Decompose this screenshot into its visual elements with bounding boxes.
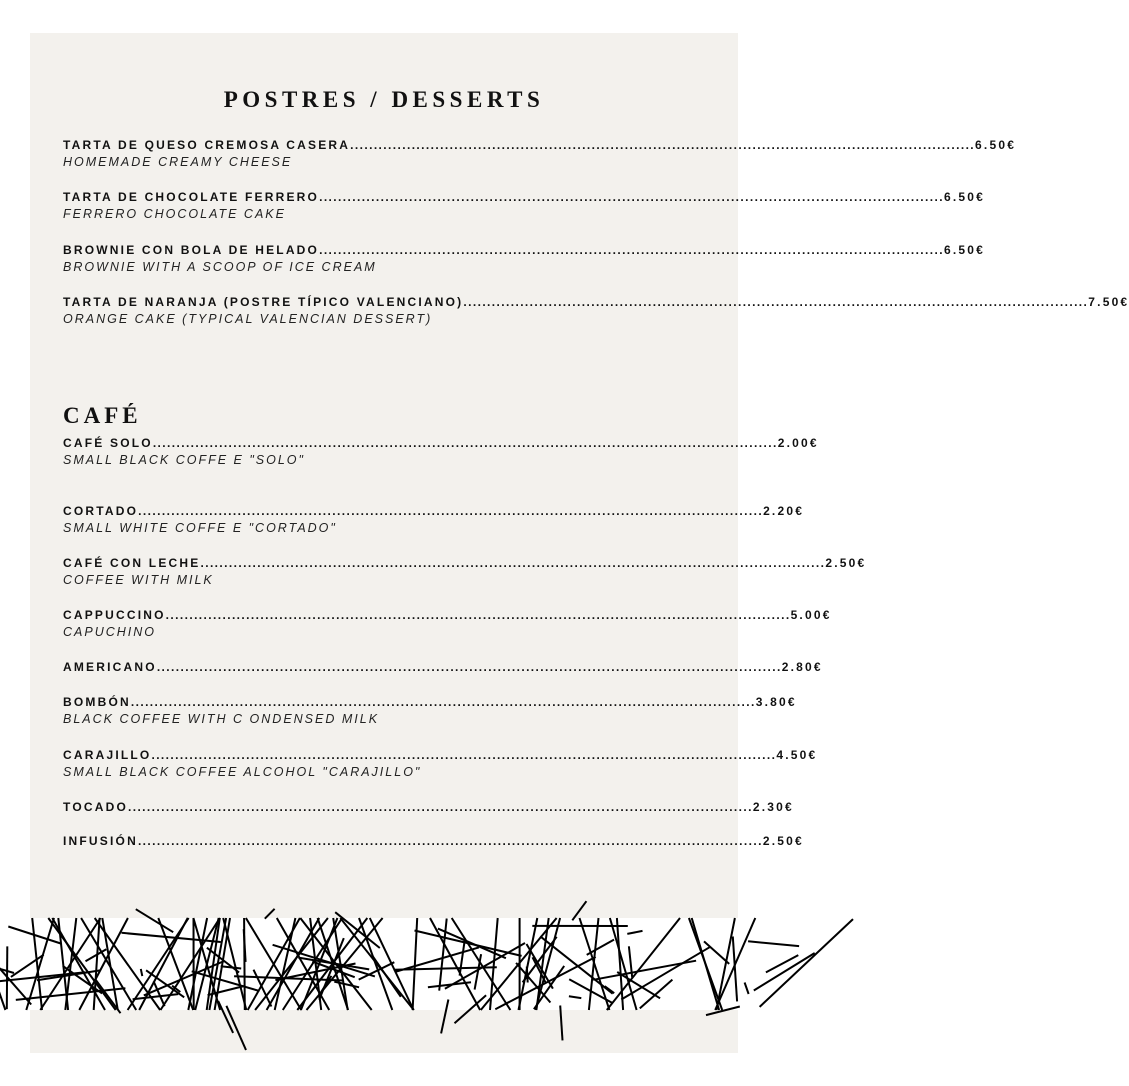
menu-item-tarta-queso [63, 137, 1017, 170]
item-name: BROWNIE CON BOLA DE HELADO [63, 243, 320, 257]
dot-leader: .................................................................................................................................... [319, 190, 944, 204]
item-subtitle: BROWNIE WITH A SCOOP OF ICE CREAM [63, 260, 377, 274]
item-name: INFUSIÓN [63, 834, 138, 848]
menu-item-brownie [63, 242, 986, 275]
menu-item-americano [63, 659, 823, 675]
item-subtitle: SMALL BLACK COFFEE ALCOHOL "CARAJILLO" [63, 765, 422, 779]
item-price: 2.50€ [762, 834, 804, 848]
item-name: TARTA DE QUESO CREMOSA CASERA [63, 138, 351, 152]
menu-item-tocado [63, 799, 794, 815]
item-price: 2.50€ [825, 556, 867, 570]
menu-item-tarta-naranja [63, 294, 1129, 327]
item-name: AMERICANO [63, 660, 157, 674]
item-subtitle: BLACK COFFEE WITH C ONDENSED MILK [63, 712, 380, 726]
item-price: 7.50€ [1088, 295, 1129, 309]
pattern-line [760, 919, 853, 1007]
item-name: CAPPUCCINO [63, 608, 166, 622]
item-subtitle: SMALL WHITE COFFE E "CORTADO" [63, 521, 337, 535]
dot-leader: .................................................................................................................................... [138, 504, 764, 518]
item-price: 6.50€ [975, 138, 1017, 152]
item-price: 6.50€ [943, 243, 986, 257]
item-subtitle: FERRERO CHOCOLATE CAKE [63, 207, 286, 221]
menu-item-carajillo [63, 747, 818, 780]
item-subtitle: HOMEMADE CREAMY CHEESE [63, 155, 293, 169]
item-name: CAFÉ SOLO [63, 436, 153, 450]
item-name: TOCADO [63, 800, 128, 814]
item-price: 6.50€ [943, 190, 986, 204]
dot-leader: .................................................................................................................................... [137, 834, 763, 848]
item-name: BOMBÓN [63, 695, 131, 709]
item-subtitle: COFFEE WITH MILK [63, 573, 214, 587]
menu-page [30, 33, 738, 1053]
dot-leader: .................................................................................................................................... [156, 660, 782, 674]
menu-item-cafe-solo [63, 435, 819, 468]
abstract-line-pattern [0, 918, 768, 1010]
menu-item-cappuccino [63, 607, 832, 640]
item-price: 2.30€ [752, 800, 794, 814]
item-name: CORTADO [63, 504, 139, 518]
menu-item-cafe-con-leche [63, 555, 867, 588]
dot-leader: .................................................................................................................................... [127, 800, 753, 814]
item-subtitle: SMALL BLACK COFFE E "SOLO" [63, 453, 305, 467]
dot-leader: .................................................................................................................................... [130, 695, 756, 709]
item-name: TARTA DE NARANJA (POSTRE TÍPICO VALENCIANO) [63, 295, 464, 309]
dot-leader: .................................................................................................................................... [319, 243, 944, 257]
item-name: TARTA DE CHOCOLATE FERRERO [63, 190, 320, 204]
item-price: 5.00€ [790, 608, 832, 622]
pattern-line [7, 946, 8, 1009]
item-subtitle: CAPUCHINO [63, 625, 157, 639]
menu-item-tarta-chocolate [63, 189, 986, 222]
item-price: 4.50€ [776, 748, 818, 762]
item-subtitle: ORANGE CAKE (TYPICAL VALENCIAN DESSERT) [63, 312, 433, 326]
dot-leader: .................................................................................................................................... [151, 748, 777, 762]
item-price: 3.80€ [755, 695, 797, 709]
item-price: 2.80€ [781, 660, 823, 674]
item-name: CARAJILLO [63, 748, 152, 762]
desserts-section-title: POSTRES / DESSERTS [223, 87, 545, 112]
item-price: 2.20€ [763, 504, 805, 518]
dot-leader: .................................................................................................................................... [200, 556, 826, 570]
item-name: CAFÉ CON LECHE [63, 556, 201, 570]
dot-leader: .................................................................................................................................... [350, 138, 976, 152]
cafe-section-title: CAFÉ [63, 403, 142, 428]
pattern-line [766, 955, 798, 972]
menu-item-infusion [63, 833, 804, 849]
dot-leader: .................................................................................................................................... [165, 608, 791, 622]
dot-leader: .................................................................................................................................... [152, 436, 778, 450]
menu-item-cortado [63, 503, 805, 536]
menu-item-bombon [63, 694, 797, 727]
dot-leader: .................................................................................................................................... [463, 295, 1089, 309]
item-price: 2.00€ [777, 436, 819, 450]
